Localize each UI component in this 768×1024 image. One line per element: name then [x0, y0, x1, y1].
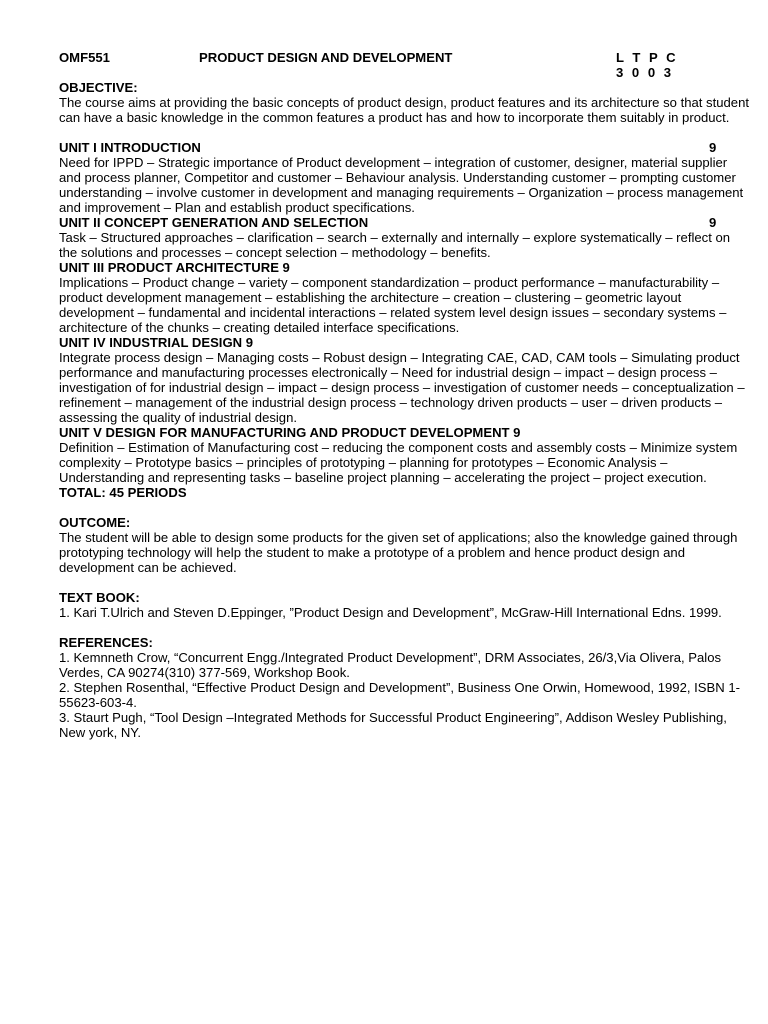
unit-5-title: UNIT V DESIGN FOR MANUFACTURING AND PRODUCT DEVELOPMENT 9: [59, 425, 521, 440]
references-heading: REFERENCES:: [59, 635, 153, 650]
unit-2-hours: 9: [709, 215, 717, 230]
unit-3-text: Implications – Product change – variety – component standardization – product performance – manufacturability – product development management – establishing the architecture – creation – clustering – geometric layout development – fundamental and incidental interactions – related system level design issues – secondary systems – architecture of the chunks – creating detailed interface specifications.: [59, 275, 727, 335]
credits-values: 3 0 0 3: [616, 65, 674, 80]
reference-item-2: 2. Stephen Rosenthal, “Effective Product Design and Development”, Business One Orwin, Homewood, 1992, ISBN 1-55623-603-4.: [59, 680, 740, 710]
unit-1-header: [59, 140, 749, 155]
course-header: [59, 50, 749, 65]
ltpc-label: L T P C: [616, 50, 679, 65]
objective-heading: OBJECTIVE:: [59, 80, 138, 95]
unit-2-text: Task – Structured approaches – clarification – search – externally and internally – explore systematically – reflect on the solutions and processes – concept selection – methodology – benefits.: [59, 230, 731, 260]
credits-row: [59, 65, 749, 80]
reference-item-1: 1. Kemnneth Crow, “Concurrent Engg./Integrated Product Development”, DRM Associates, 26/3,Via Olivera, Palos Verdes, CA 90274(310) 377-569, Workshop Book.: [59, 650, 722, 680]
unit-4-text: Integrate process design – Managing costs – Robust design – Integrating CAE, CAD, CAM tools – Simulating product performance and manufacturing processes electronically – Need for industrial design – impact – design process – investigation of for industrial design – impact – design process – investigation of customer needs – conceptualization – refinement – management of the industrial design process – technology driven products – user – driven products – assessing the quality of industrial design.: [59, 350, 745, 425]
unit-2-header: [59, 215, 749, 230]
course-code: OMF551: [59, 50, 110, 65]
unit-1-text: Need for IPPD – Strategic importance of Product development – integration of customer, designer, material supplier and process planner, Competitor and customer – Behaviour analysis. Understanding customer – prompting customer understanding – involve customer in development and managing requirements – Organization – process management and improvement – Plan and establish product specifications.: [59, 155, 744, 215]
spacer: [59, 125, 749, 140]
unit-4-title: UNIT IV INDUSTRIAL DESIGN 9: [59, 335, 254, 350]
unit-3-title: UNIT III PRODUCT ARCHITECTURE 9: [59, 260, 290, 275]
course-title: PRODUCT DESIGN AND DEVELOPMENT: [199, 50, 453, 65]
unit-5-text: Definition – Estimation of Manufacturing cost – reducing the component costs and assembly costs – Minimize system complexity – Prototype basics – principles of prototyping – planning for prototypes – Economic Analysis – Understanding and representing tasks – baseline project planning – accelerating the project – project execution.: [59, 440, 738, 485]
reference-item-3: 3. Staurt Pugh, “Tool Design –Integrated Methods for Successful Product Engineering”, Addison Wesley Publishing, New york, NY.: [59, 710, 727, 740]
unit-2-title: UNIT II CONCEPT GENERATION AND SELECTION: [59, 215, 369, 230]
unit-1-title: UNIT I INTRODUCTION: [59, 140, 201, 155]
unit-1-hours: 9: [709, 140, 717, 155]
objective-text: The course aims at providing the basic concepts of product design, product features and its architecture so that student can have a basic knowledge in the common features a product has and how to incorporate them suitably in product.: [59, 95, 749, 125]
textbook-heading: TEXT BOOK:: [59, 590, 140, 605]
syllabus-page: [59, 50, 749, 740]
outcome-heading: OUTCOME:: [59, 515, 131, 530]
outcome-text: The student will be able to design some products for the given set of applications; also the knowledge gained through prototyping technology will help the student to make a prototype of a problem and hence product design and development can be achieved.: [59, 530, 738, 575]
total-periods: TOTAL: 45 PERIODS: [59, 485, 187, 500]
textbook-item: 1. Kari T.Ulrich and Steven D.Eppinger, ”Product Design and Development”, McGraw-Hill International Edns. 1999.: [59, 605, 722, 620]
spacer: [59, 500, 749, 515]
spacer: [59, 620, 749, 635]
spacer: [59, 575, 749, 590]
